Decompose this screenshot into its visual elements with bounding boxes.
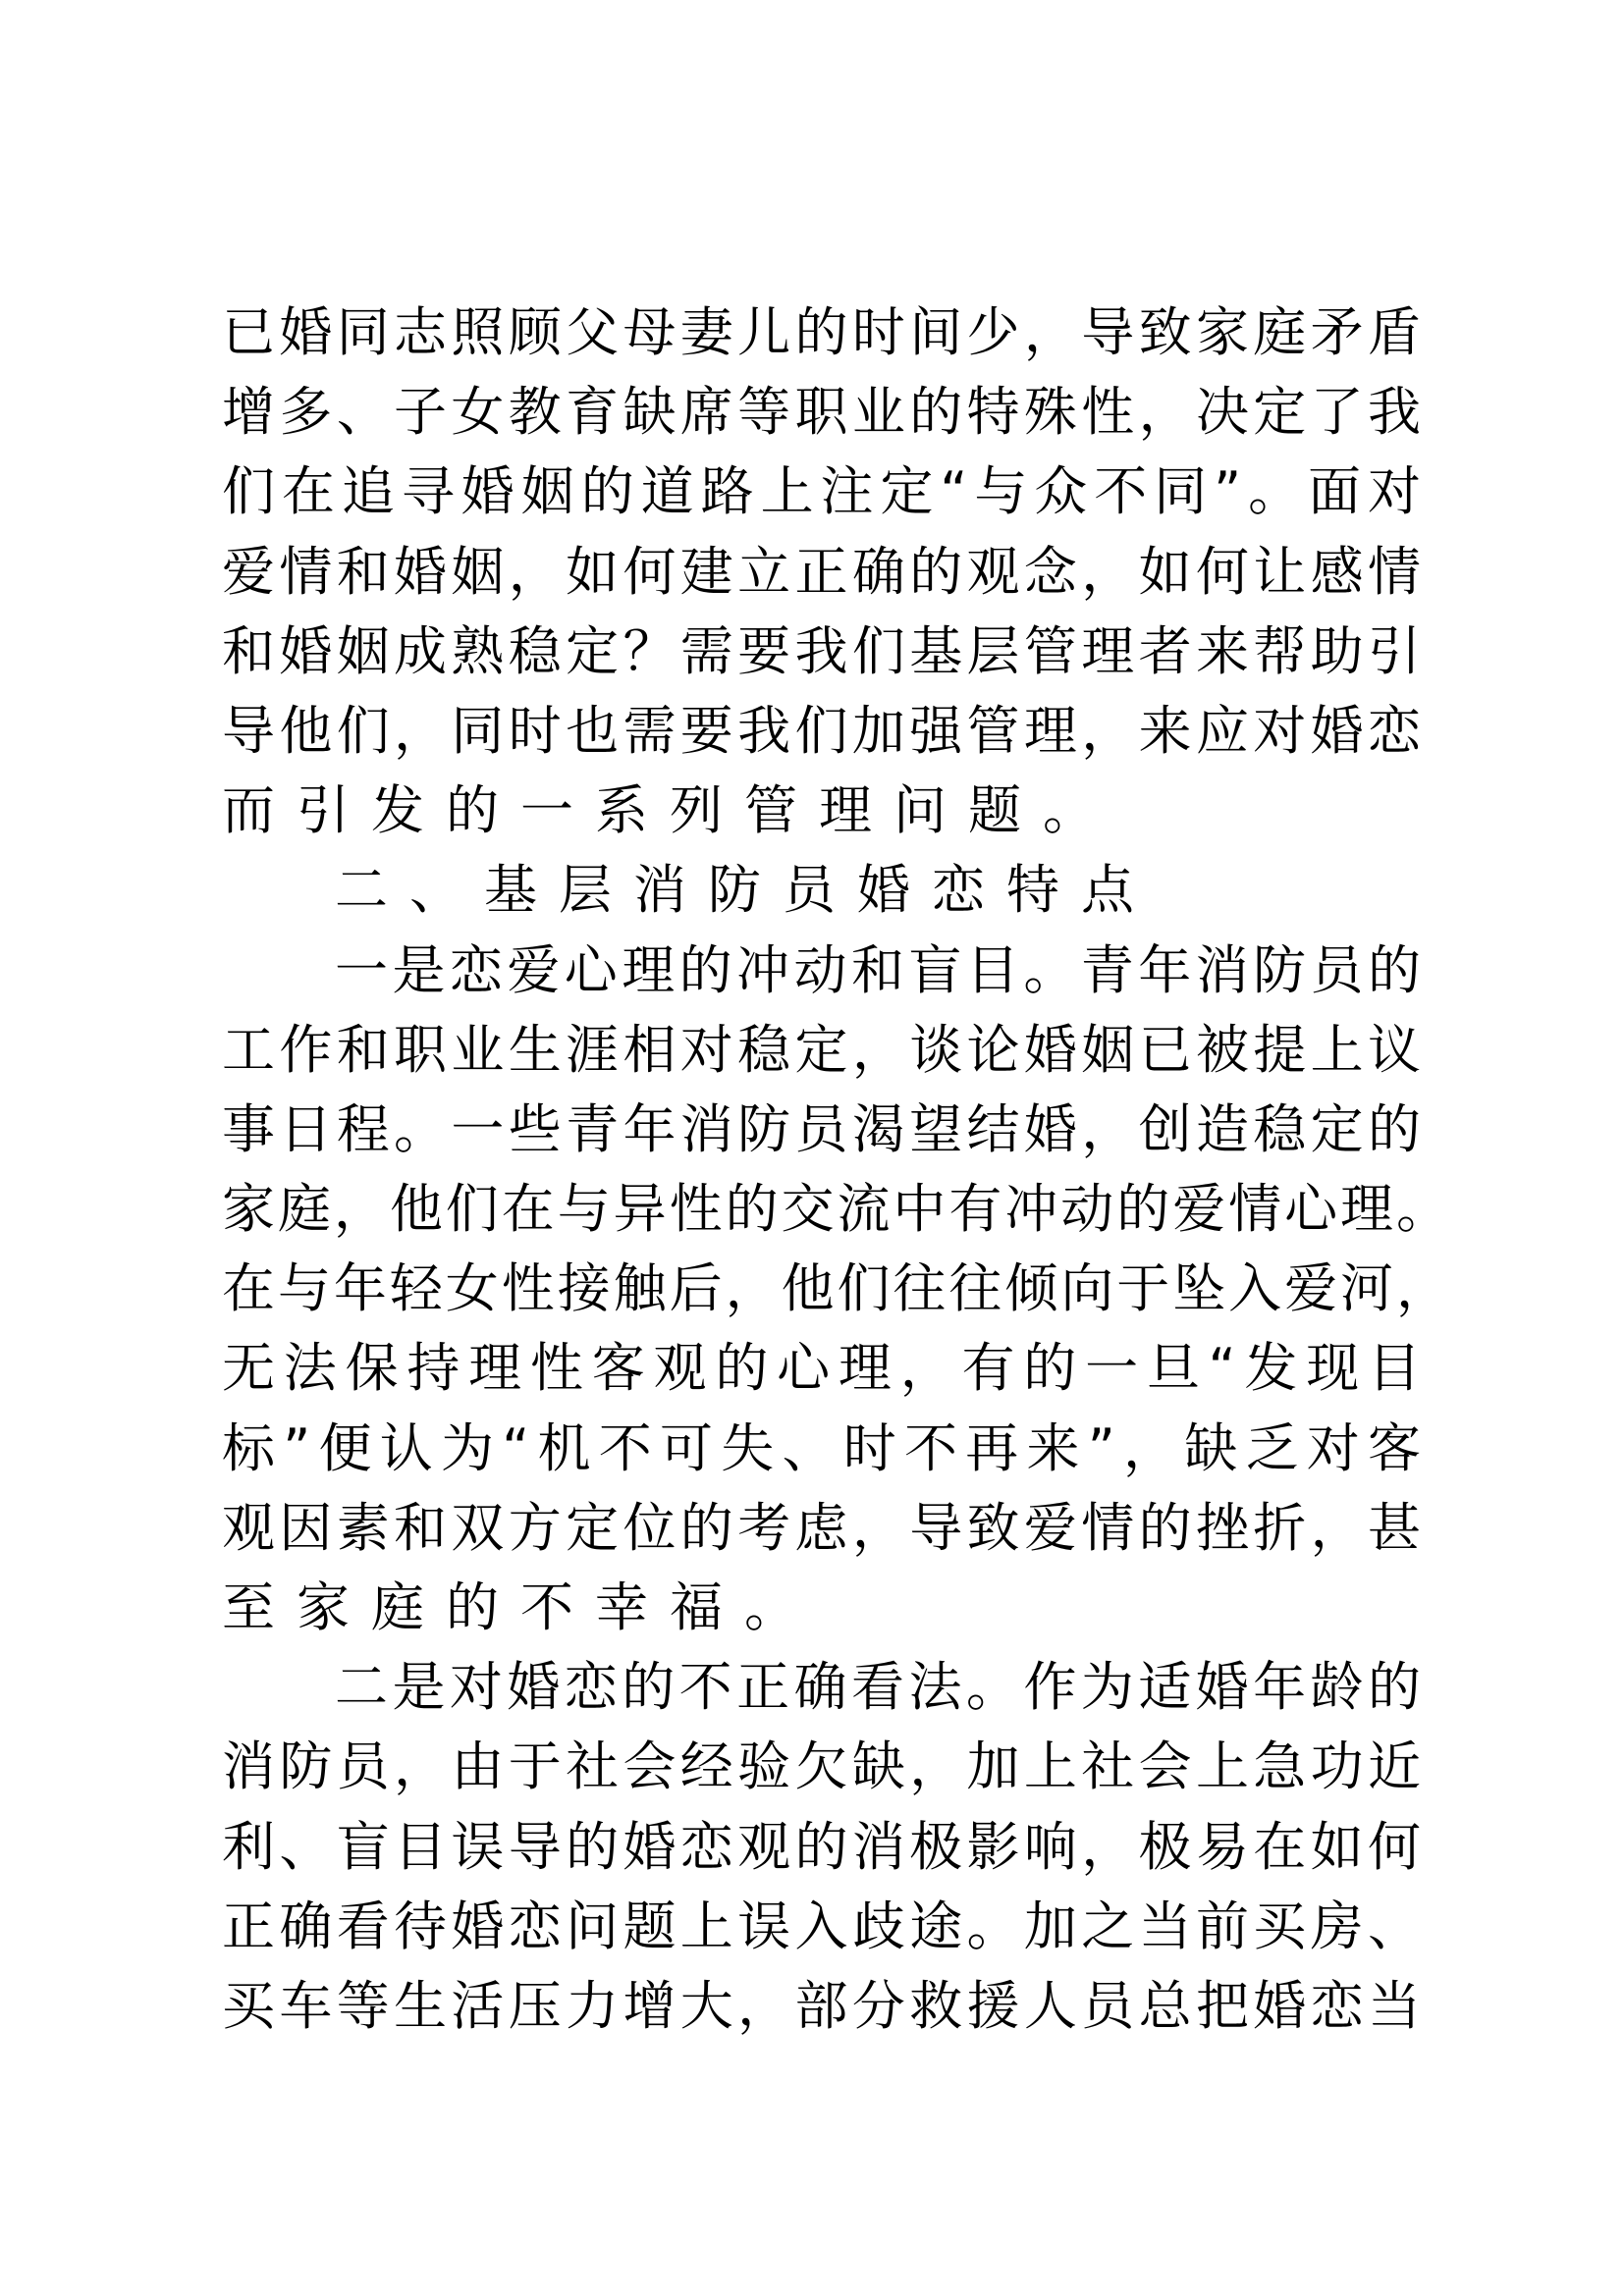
paragraph-line: 正确看待婚恋问题上误入歧途。加之当前买房、: [222, 1895, 1421, 1957]
paragraph-line: 在与年轻女性接触后，他们往往倾向于坠入爱河，: [222, 1257, 1449, 1320]
paragraph-line: 家庭，他们在与异性的交流中有冲动的爱情心理。: [222, 1178, 1449, 1241]
paragraph-line: 观因素和双方定位的考虑，导致爱情的挫折，甚: [222, 1496, 1421, 1559]
paragraph-line: 无法保持理性客观的心理，有的一旦“发现目: [222, 1337, 1421, 1400]
paragraph-line: 们在追寻婚姻的道路上注定“与众不同”。面对: [222, 460, 1421, 523]
paragraph-line: 爱情和婚姻，如何建立正确的观念，如何让感情: [222, 540, 1421, 603]
paragraph-line: 而引发的一系列管理问题。: [222, 779, 1117, 842]
paragraph-line: 增多、子女教育缺席等职业的特殊性，决定了我: [222, 381, 1421, 444]
paragraph-line: 事日程。一些青年消防员渴望结婚，创造稳定的: [222, 1097, 1421, 1160]
paragraph-line: 买车等生活压力增大，部分救援人员总把婚恋当: [222, 1974, 1421, 2037]
paragraph-line: 二是对婚恋的不正确看法。作为适婚年龄的: [335, 1656, 1421, 1719]
paragraph-line: 至家庭的不幸福。: [222, 1576, 819, 1638]
document-page: [222, 293, 1449, 2046]
paragraph-line: 导他们，同时也需要我们加强管理，来应对婚恋: [222, 699, 1421, 762]
paragraph-line: 工作和职业生涯相对稳定，谈论婚姻已被提上议: [222, 1018, 1421, 1081]
paragraph-line: 和婚姻成熟稳定？需要我们基层管理者来帮助引: [222, 619, 1421, 682]
paragraph-line: 已婚同志照顾父母妻儿的时间少，导致家庭矛盾: [222, 301, 1421, 363]
paragraph-line: 消防员，由于社会经验欠缺，加上社会上急功近: [222, 1735, 1421, 1798]
paragraph-line: 标”便认为“机不可失、时不再来”，缺乏对客: [222, 1416, 1421, 1479]
paragraph-line: 利、盲目误导的婚恋观的消极影响，极易在如何: [222, 1815, 1421, 1878]
section-heading: 二、基层消防员婚恋特点: [335, 859, 1156, 922]
paragraph-line: 一是恋爱心理的冲动和盲目。青年消防员的: [335, 938, 1421, 1001]
